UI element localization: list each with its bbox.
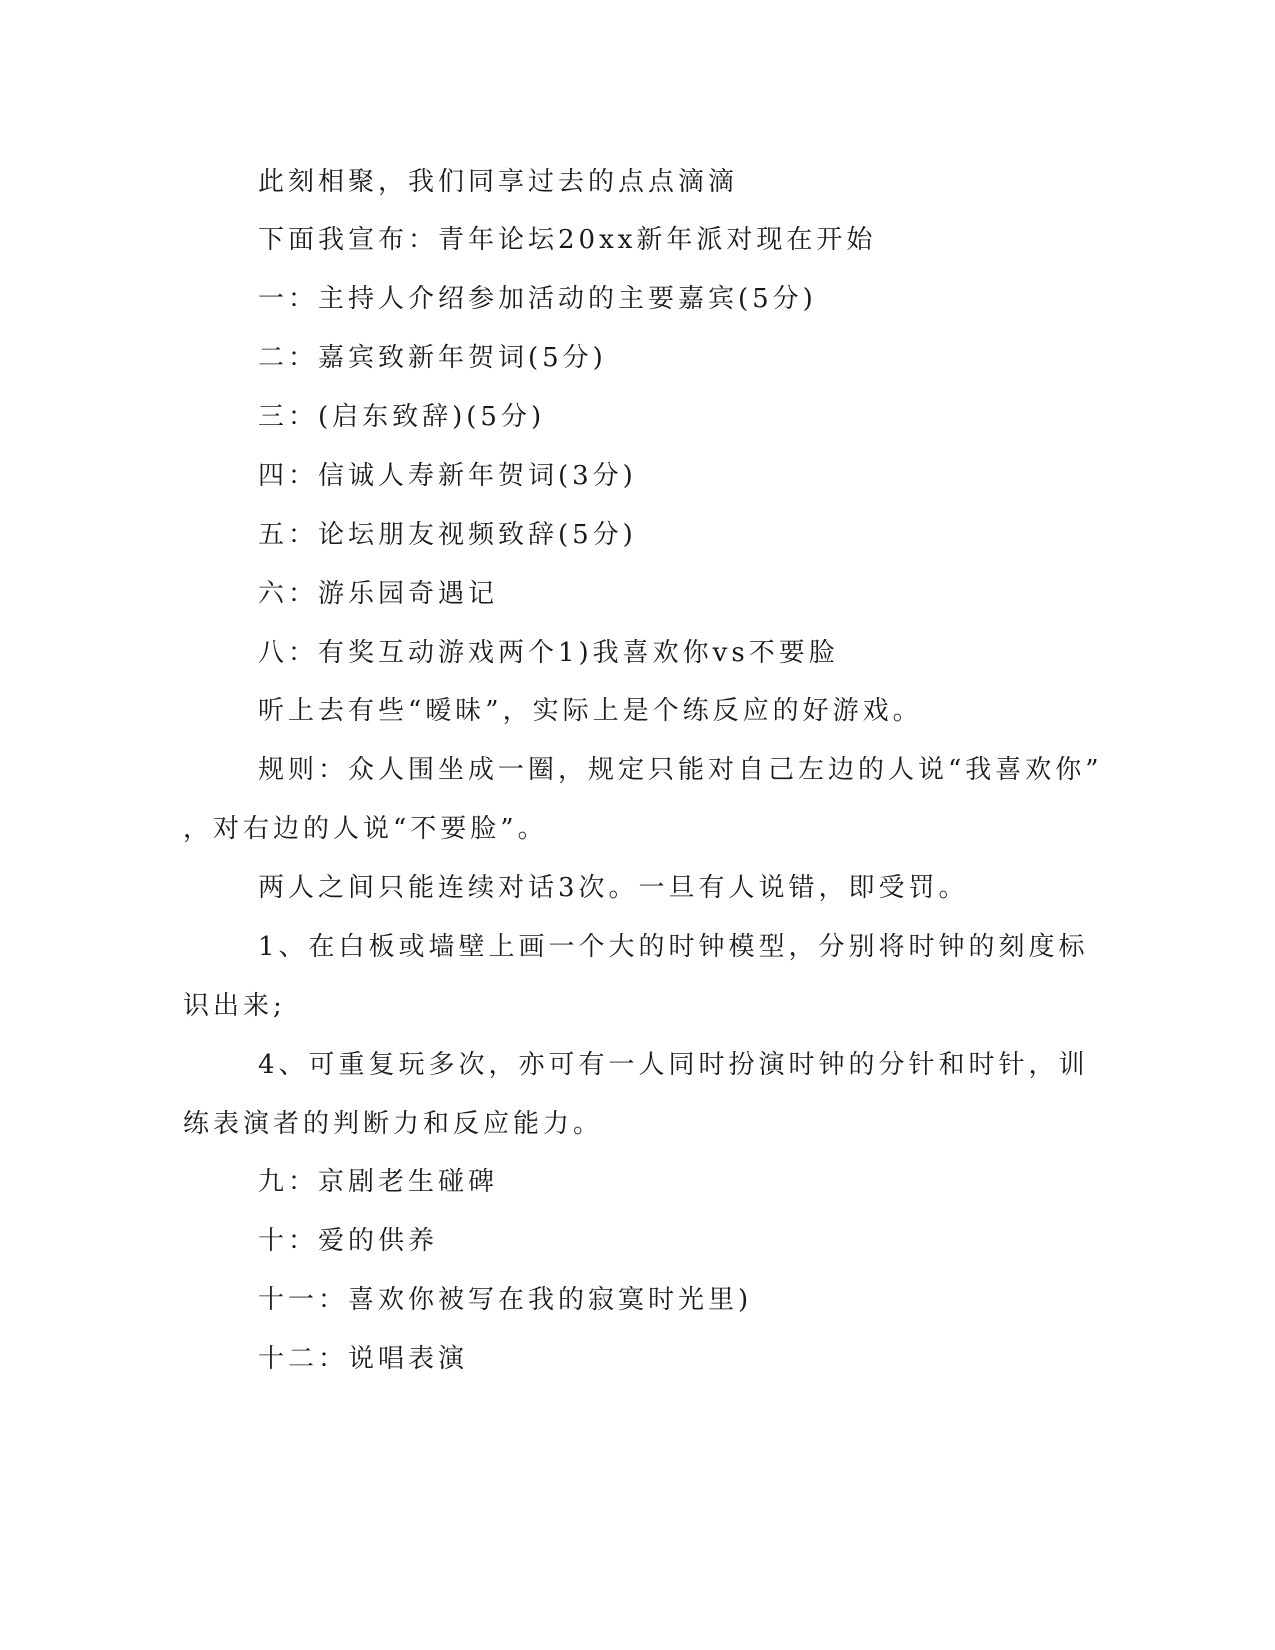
rules-line: 规则：众人围坐成一圈，规定只能对自己左边的人说“我喜欢你”	[258, 755, 1103, 785]
step-1-line-cont: 识出来;	[183, 991, 286, 1021]
agenda-item-4: 四：信诚人寿新年贺词(3分)	[258, 461, 637, 491]
text-line: 两人之间只能连续对话3次。一旦有人说错，即受罚。	[258, 873, 969, 903]
agenda-item-6: 六：游乐园奇遇记	[258, 579, 499, 609]
agenda-item-2: 二：嘉宾致新年贺词(5分)	[258, 343, 607, 373]
agenda-item-1: 一：主持人介绍参加活动的主要嘉宾(5分)	[258, 284, 817, 314]
step-4-line: 4、可重复玩多次，亦可有一人同时扮演时钟的分针和时针，训	[258, 1050, 1089, 1080]
agenda-item-5: 五：论坛朋友视频致辞(5分)	[258, 520, 637, 550]
step-1-line: 1、在白板或墙壁上画一个大的时钟模型，分别将时钟的刻度标	[258, 932, 1089, 962]
step-4-line-cont: 练表演者的判断力和反应能力。	[183, 1109, 604, 1139]
agenda-item-10: 十：爱的供养	[258, 1226, 439, 1256]
agenda-item-8: 八：有奖互动游戏两个1)我喜欢你vs不要脸	[258, 638, 839, 668]
agenda-item-9: 九：京剧老生碰碑	[258, 1167, 499, 1197]
agenda-item-11: 十一：喜欢你被写在我的寂寞时光里)	[258, 1285, 753, 1315]
text-line: 下面我宣布：青年论坛20xx新年派对现在开始	[258, 225, 877, 255]
text-line: 听上去有些“暧昧”，实际上是个练反应的好游戏。	[258, 696, 923, 726]
rules-line-cont: ，对右边的人说“不要脸”。	[183, 814, 548, 844]
text-line: 此刻相聚，我们同享过去的点点滴滴	[258, 167, 739, 197]
agenda-item-3: 三：(启东致辞)(5分)	[258, 402, 546, 432]
agenda-item-12: 十二：说唱表演	[258, 1344, 469, 1374]
